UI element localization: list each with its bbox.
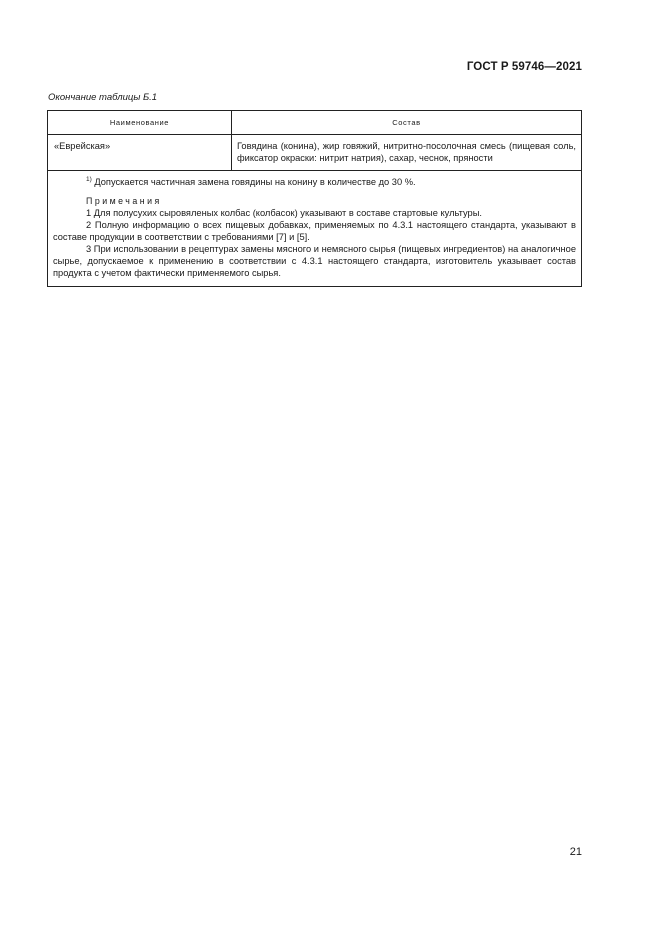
table-header-row [48,111,582,135]
column-header-name: Наименование [48,111,232,135]
document-code: ГОСТ Р 59746—2021 [466,61,582,73]
column-header-composition: Состав [232,111,582,135]
composition-table [47,110,582,287]
footnote [53,176,576,188]
footnote-text: Допускается частичная замена говядины на конину в количестве до 30 %. [91,177,416,187]
product-name-cell: «Еврейская» [48,135,232,171]
table-row [48,135,582,171]
page-number: 21 [569,846,582,858]
table-caption: Окончание таблицы Б.1 [48,92,158,103]
notes-heading: Примечания [86,196,162,206]
footnote-mark: 1) [86,176,92,183]
notes-cell [48,171,582,287]
note-item-2: 2 Полную информацию о всех пищевых добавках, применяемых по 4.3.1 настоящего стандарта, указывают в составе продукции в соответствии с требованиями [7] и [5]. [53,220,576,242]
notes-row [48,171,582,287]
note-item-3: 3 При использовании в рецептурах замены мясного и немясного сырья (пищевых ингредиентов) на аналогичное сырье, допускаемое к применению в соответствии с 4.3.1 настоящего стандарта, изготовитель указывает состав продукта с учетом фактически применяемого сырья. [53,244,576,278]
note-item-1: 1 Для полусухих сыровяленых колбас (колбасок) указывают в составе стартовые культуры. [86,208,482,218]
product-composition-cell: Говядина (конина), жир говяжий, нитритно-посолочная смесь (пищевая соль, фиксатор окраски: нитрит натрия), сахар, чеснок, пряности [232,135,582,171]
